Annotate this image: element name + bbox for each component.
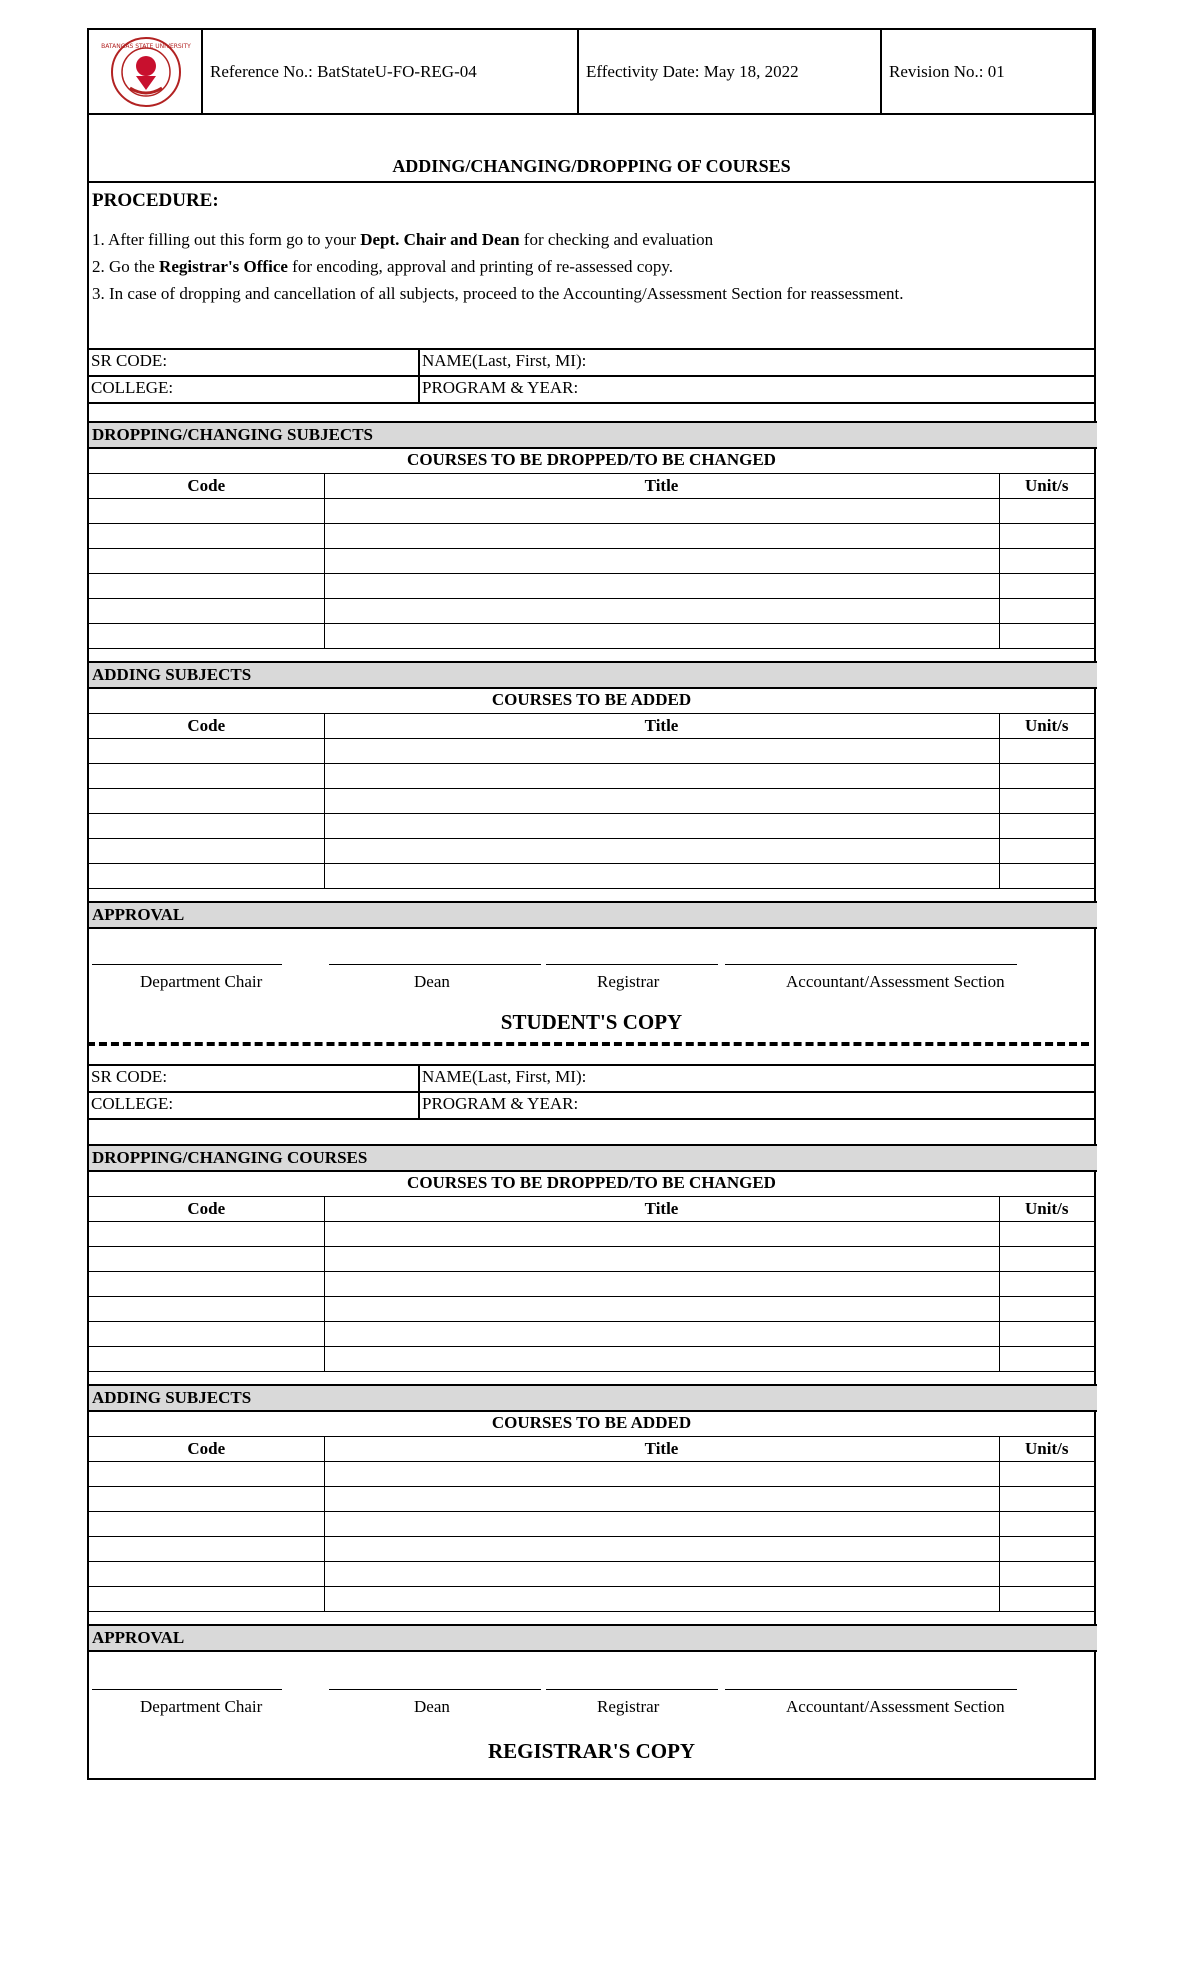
table-row[interactable] [89,499,1094,524]
college-label: COLLEGE: [91,378,174,397]
dean-label: Dean [414,1697,450,1716]
adding-section-heading: ADDING SUBJECTS [89,1384,1097,1412]
table-row[interactable] [89,1247,1094,1272]
table-row[interactable] [89,599,1094,624]
program-label: PROGRAM & YEAR: [422,1094,579,1113]
added-table-title: COURSES TO BE ADDED [491,690,692,709]
sr-code-label: SR CODE: [91,1067,168,1086]
dropped-courses-table [89,473,1094,649]
college-label: COLLEGE: [91,1094,174,1113]
dean-label: Dean [414,972,450,991]
student-copy-label: STUDENT'S COPY [500,1010,683,1034]
col-code: Code [89,714,324,739]
col-title: Title [324,1197,999,1222]
table-row[interactable] [89,624,1094,649]
table-row[interactable] [89,1512,1094,1537]
table-row[interactable] [89,864,1094,889]
col-code: Code [89,474,324,499]
table-row[interactable] [89,524,1094,549]
adding-section-heading: ADDING SUBJECTS [89,661,1097,689]
table-row[interactable] [89,549,1094,574]
table-row[interactable] [89,1322,1094,1347]
approval-heading: APPROVAL [89,1624,1097,1652]
signature-line[interactable] [329,964,541,965]
table-row[interactable] [89,1487,1094,1512]
procedure-heading: PROCEDURE: [92,190,219,211]
course-change-form [87,28,1096,1780]
university-logo [89,30,203,113]
approval-heading: APPROVAL [89,901,1097,929]
col-title: Title [324,474,999,499]
col-title: Title [324,1437,999,1462]
table-row[interactable] [89,1537,1094,1562]
dept-chair-label: Department Chair [140,1697,263,1716]
program-label: PROGRAM & YEAR: [422,378,579,397]
col-code: Code [89,1197,324,1222]
signature-line[interactable] [329,1689,541,1690]
reference-number: Reference No.: BatStateU-FO-REG-04 [203,30,579,113]
signature-line[interactable] [546,964,718,965]
table-row[interactable] [89,1347,1094,1372]
col-units: Unit/s [999,474,1094,499]
table-row[interactable] [89,739,1094,764]
table-row[interactable] [89,1222,1094,1247]
table-row[interactable] [89,839,1094,864]
table-row[interactable] [89,1272,1094,1297]
table-row[interactable] [89,1297,1094,1322]
signature-line[interactable] [92,964,282,965]
signature-line[interactable] [92,1689,282,1690]
dropped-courses-table [89,1196,1094,1372]
name-label: NAME(Last, First, MI): [422,1067,587,1086]
effectivity-date: Effectivity Date: May 18, 2022 [579,30,882,113]
procedure-step: 1. After filling out this form go to your Dept. Chair and Dean for checking and evaluation [92,230,714,249]
dropping-section-heading: DROPPING/CHANGING SUBJECTS [89,421,1097,449]
table-row[interactable] [89,574,1094,599]
svg-text:BATANGAS STATE UNIVERSITY: BATANGAS STATE UNIVERSITY [101,43,191,50]
table-row[interactable] [89,764,1094,789]
form-header [89,30,1094,115]
signature-line[interactable] [725,964,1017,965]
dropped-table-title: COURSES TO BE DROPPED/TO BE CHANGED [407,1173,776,1192]
table-row[interactable] [89,1562,1094,1587]
registrar-label: Registrar [597,972,660,991]
added-table-title: COURSES TO BE ADDED [491,1413,692,1432]
dropping-section-heading: DROPPING/CHANGING COURSES [89,1144,1097,1172]
added-courses-table [89,1436,1094,1612]
table-row[interactable] [89,789,1094,814]
table-row[interactable] [89,814,1094,839]
sr-code-label: SR CODE: [91,351,168,370]
col-units: Unit/s [999,714,1094,739]
dropped-table-title: COURSES TO BE DROPPED/TO BE CHANGED [407,450,776,469]
form-title: ADDING/CHANGING/DROPPING OF COURSES [392,156,791,176]
registrar-copy-label: REGISTRAR'S COPY [487,1739,696,1763]
signature-line[interactable] [546,1689,718,1690]
col-title: Title [324,714,999,739]
registrar-label: Registrar [597,1697,660,1716]
name-label: NAME(Last, First, MI): [422,351,587,370]
col-code: Code [89,1437,324,1462]
col-units: Unit/s [999,1437,1094,1462]
accountant-label: Accountant/Assessment Section [786,1697,1005,1716]
added-courses-table [89,713,1094,889]
seal-icon [100,36,192,108]
col-units: Unit/s [999,1197,1094,1222]
dept-chair-label: Department Chair [140,972,263,991]
cut-line [87,1042,1089,1046]
revision-number: Revision No.: 01 [882,30,1094,113]
procedure-step: 2. Go the Registrar's Office for encoding, approval and printing of re-assessed copy. [92,257,673,276]
table-row[interactable] [89,1462,1094,1487]
signature-line[interactable] [725,1689,1017,1690]
procedure-step: 3. In case of dropping and cancellation of all subjects, proceed to the Accounting/Assessment Section for reassessment. [92,284,904,303]
accountant-label: Accountant/Assessment Section [786,972,1005,991]
table-row[interactable] [89,1587,1094,1612]
